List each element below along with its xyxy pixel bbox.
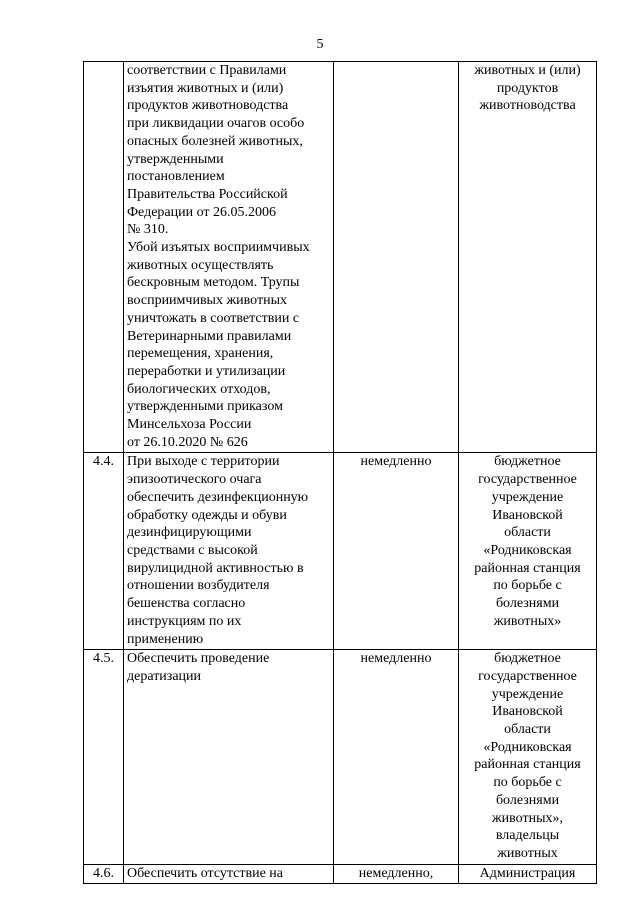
text-line: по борьбе с	[493, 578, 562, 594]
measure-description	[124, 864, 334, 884]
text-line: Обеспечить отсутствие на	[127, 865, 283, 881]
text-line: изъятия животных и (или)	[127, 80, 284, 96]
text-line: области	[504, 525, 551, 541]
text-line: дератизации	[127, 668, 202, 684]
text-line: учреждение	[491, 686, 564, 702]
text-line: дезинфицирующими	[127, 525, 252, 541]
execution-term: немедленно,	[334, 864, 459, 884]
item-number: 4.6.	[84, 864, 124, 884]
text-line: № 310.	[127, 222, 169, 238]
text-line: переработки и утилизации	[127, 363, 286, 379]
text-line: бескровным методом. Трупы	[127, 275, 300, 291]
text-line: обработку одежды и обуви	[127, 507, 287, 523]
item-number: 4.4.	[84, 453, 124, 650]
text-line: перемещения, хранения,	[127, 346, 274, 362]
text-line: Убой изъятых восприимчивых	[127, 240, 310, 256]
text-line: бешенства согласно	[127, 596, 246, 612]
text-line: болезнями	[495, 596, 560, 612]
text-line: Администрация	[479, 865, 576, 881]
text-line: районная станция	[474, 757, 581, 773]
text-line: учреждение	[491, 489, 564, 505]
responsible-party	[459, 650, 597, 864]
text-line: районная станция	[474, 560, 581, 576]
text-line: Минсельхоза России	[127, 417, 252, 433]
table-row	[84, 650, 597, 864]
text-line: применению	[127, 631, 204, 647]
text-line: государственное	[478, 668, 577, 684]
text-line: При выходе с территории	[127, 454, 280, 470]
text-line: утвержденными приказом	[127, 399, 283, 415]
item-number: 4.5.	[84, 650, 124, 864]
text-line: животных	[497, 845, 558, 861]
text-line: эпизоотического очага	[127, 472, 262, 488]
text-line: уничтожать в соответствии с	[127, 310, 300, 326]
text-line: государственное	[478, 472, 577, 488]
text-line: области	[504, 722, 551, 738]
text-line: от 26.10.2020 № 626	[127, 434, 248, 450]
text-line: Ивановской	[492, 704, 563, 720]
execution-term: немедленно	[334, 650, 459, 864]
measures-table	[83, 61, 597, 884]
text-line: соответствии с Правилами	[127, 63, 287, 78]
text-line: продуктов	[496, 80, 559, 96]
measure-description	[124, 650, 334, 864]
text-line: животных осуществлять	[127, 257, 274, 273]
text-line: Федерации от 26.05.2006	[127, 204, 277, 220]
text-line: Ивановской	[492, 507, 563, 523]
table-row	[84, 62, 597, 453]
measure-description	[124, 453, 334, 650]
text-line: вирулицидной активностью в	[127, 560, 304, 576]
text-line: Правительства Российской	[127, 186, 288, 202]
text-line: животных и (или)	[474, 63, 581, 78]
text-line: обеспечить дезинфекционную	[127, 489, 309, 505]
page-number: 5	[316, 37, 324, 52]
text-line: биологических отходов,	[127, 381, 271, 397]
text-line: «Родниковская	[483, 739, 572, 755]
text-line: опасных болезней животных,	[127, 133, 303, 149]
text-line: утвержденными	[127, 151, 224, 167]
item-number	[84, 62, 124, 453]
text-line: отношении возбудителя	[127, 578, 270, 594]
table-body	[84, 62, 597, 884]
text-line: инструкциям по их	[127, 613, 242, 629]
text-line: при ликвидации очагов особо	[127, 116, 305, 132]
text-line: восприимчивых животных	[127, 293, 287, 309]
table-row	[84, 864, 597, 884]
text-line: животных»	[493, 613, 562, 629]
table-row	[84, 453, 597, 650]
text-line: Обеспечить проведение	[127, 651, 270, 667]
responsible-party	[459, 453, 597, 650]
responsible-party	[459, 864, 597, 884]
text-line: средствами с высокой	[127, 542, 258, 558]
text-line: владельцы	[495, 828, 560, 844]
measure-description	[124, 62, 334, 453]
text-line: продуктов животноводства	[127, 98, 289, 114]
text-line: Ветеринарными правилами	[127, 328, 292, 344]
execution-term	[334, 62, 459, 453]
text-line: постановлением	[127, 169, 225, 185]
text-line: болезнями	[495, 792, 560, 808]
text-line: бюджетное	[494, 454, 561, 470]
text-line: животноводства	[479, 98, 576, 114]
text-line: животных»,	[491, 810, 563, 826]
responsible-party	[459, 62, 597, 453]
text-line: «Родниковская	[483, 542, 572, 558]
text-line: бюджетное	[494, 651, 561, 667]
execution-term: немедленно	[334, 453, 459, 650]
text-line: по борьбе с	[493, 775, 562, 791]
